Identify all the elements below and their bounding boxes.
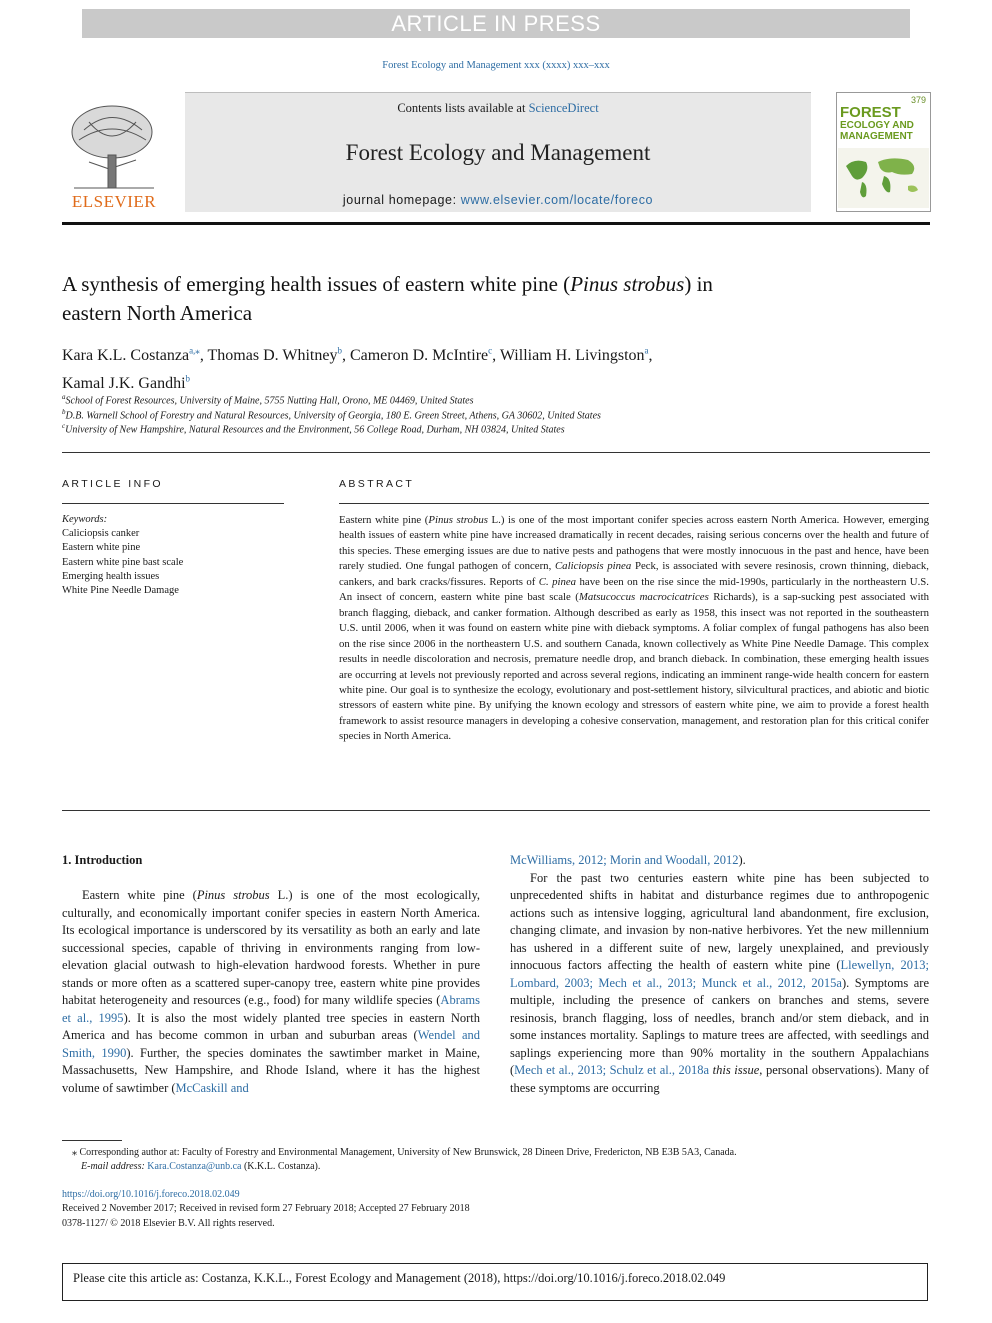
citation-link[interactable]: McCaskill and bbox=[175, 1080, 249, 1095]
doi-link[interactable]: https://doi.org/10.1016/j.foreco.2018.02.049 bbox=[62, 1189, 240, 1200]
body-right-column bbox=[510, 852, 929, 1097]
citation-link[interactable]: Mech et al., 2013; Schulz et al., 2018a bbox=[514, 1063, 710, 1077]
elsevier-wordmark: ELSEVIER bbox=[71, 192, 157, 211]
article-info-rule bbox=[62, 503, 284, 504]
keyword: Eastern white pine bast scale bbox=[62, 556, 184, 568]
paragraph bbox=[62, 887, 480, 1097]
footnote-rule bbox=[62, 1140, 122, 1141]
text-run: Peck, is associated with severe resinosis, crown thinning, dieback, cankers, and bark cracks/fissures. Reports of bbox=[339, 560, 929, 588]
author[interactable]: Thomas D. Whitney$^b$, bbox=[207, 346, 350, 365]
abstract-text bbox=[339, 513, 929, 745]
author-affil-marker: b bbox=[185, 373, 191, 384]
keywords-block bbox=[62, 513, 302, 598]
journal-homepage bbox=[185, 193, 811, 207]
keyword: Caliciopsis canker bbox=[62, 528, 140, 540]
keyword: White Pine Needle Damage bbox=[62, 585, 179, 597]
text-run: Eastern white pine ( bbox=[82, 888, 197, 902]
author[interactable]: Kara K.L. Costanza$^{a,⁎}$, bbox=[62, 346, 208, 365]
contents-line bbox=[185, 101, 811, 116]
article-info-heading: ARTICLE INFO bbox=[62, 478, 163, 490]
corresponding-author-note: ⁎ Corresponding author at: Faculty of Forestry and Environmental Management, University of New Brunswick, 28 Dineen Drive, Fredericton, NB E3B 5A3, Canada. bbox=[72, 1147, 737, 1158]
abstract-rule bbox=[339, 503, 929, 504]
homepage-prefix: journal homepage: bbox=[342, 193, 461, 207]
body-left-column bbox=[62, 887, 480, 1097]
received-dates: Received 2 November 2017; Received in revised form 27 February 2018; Accepted 27 February 2018 bbox=[62, 1203, 470, 1214]
italic-text: Matsucoccus macrocicatrices bbox=[578, 591, 709, 604]
citation-link[interactable]: Wendel and Smith, 1990 bbox=[62, 1028, 480, 1060]
text-run: ). Further, the species dominates the sawtimber market in Maine, Massachusetts, New Hampshire, and Rhode Island, where it has the highest volume of sawtimber ( bbox=[62, 1045, 480, 1095]
email-label: E-mail address: bbox=[81, 1161, 148, 1172]
text-run: L.) is one of the most important conifer species across eastern North America. However, emerging health issues of eastern white pine have increased dramatically in recent decades, raising serious concerns over the health and future of this species. These emerging issues are due to native pests and pathogens that were mostly innocuous in the past and hence, have been rarely studied. One fungal pathogen of concern, bbox=[339, 514, 929, 573]
keywords-label: Keywords: bbox=[62, 514, 108, 525]
author-affil-marker: a bbox=[644, 346, 649, 356]
text-run: Richards), is a sap-sucking pest associated with branch flagging, dieback, and canker formation. Although described as early as 1958, this insect was not reported in the southeastern U.S. until 2006, when it was found on eastern white pine with dieback symptoms. A foliar complex of fungal pathogens has also been on the rise since 2006 in the northeastern U.S. and southern Canada, known collectively as White Pine Needle Damage. This complex results in needle discoloration and necrosis, premature needle drop, and branch dieback. In combination, these emerging health issues are occurring at levels not previously reported and across several regions, indicating an imminent range-wide health concern for eastern white pine. Our goal is to synthesize the ecology, evolutionary and post-settlement history, silvicultural practices, and abiotic and biotic stressors of eastern white pine. By unifying the known ecology and stressors of eastern white pine, we aim to provide a forest health framework to assist resource managers in developing a cohesive conservation, management, and restoration plan for this critical conifer species in North America. bbox=[339, 591, 930, 743]
sciencedirect-link[interactable]: ScienceDirect bbox=[528, 101, 599, 115]
cover-number: 379 bbox=[910, 95, 926, 105]
section-rule bbox=[62, 452, 930, 453]
italic-text: Pinus strobus bbox=[428, 514, 488, 526]
author[interactable]: William H. Livingston$^a$, bbox=[499, 346, 653, 365]
title-line-2: eastern North America bbox=[62, 301, 253, 325]
text-run: For the past two centuries eastern white pine has been subjected to unprecedented shifts in habitat and disturbance regimes due to anthropogenic actions such as intensive logging, agricultural land abandonment, fire exclusion, changing climate, and invasion by non-native herbivores. Yet the new millennium has ushered in a different suite of new, largely unexplained, and previously innocuous factors affecting the health of eastern white pine ( bbox=[510, 870, 929, 972]
world-map-icon bbox=[838, 148, 929, 208]
author-list bbox=[62, 340, 922, 395]
cover-title bbox=[840, 105, 914, 142]
italic-text: Caliciopsis pinea bbox=[554, 560, 632, 573]
citation-box: Please cite this article as: Costanza, K.K.L., Forest Ecology and Management (2018), https://doi.org/10.1016/j.foreco.2018.02.049 bbox=[62, 1263, 928, 1301]
section-rule bbox=[62, 810, 930, 811]
journal-cover[interactable] bbox=[836, 92, 931, 212]
affiliation: $^b$D.B. Warnell School of Forestry and Natural Resources, University of Georgia, 180 E. Green Street, Athens, GA 30602, United States bbox=[62, 408, 601, 422]
paragraph bbox=[510, 852, 929, 870]
citation-link[interactable]: McWilliams, 2012; Morin and Woodall, 2012 bbox=[510, 853, 739, 867]
italic-text: C. pinea bbox=[538, 575, 577, 588]
article-in-press-banner: ARTICLE IN PRESS bbox=[82, 9, 910, 38]
italic-text: this issue bbox=[712, 1063, 760, 1077]
author-affil-marker: b bbox=[337, 346, 342, 356]
affiliation: $^a$School of Forest Resources, University of Maine, 5755 Nutting Hall, Orono, ME 04469, United States bbox=[62, 393, 474, 407]
author[interactable]: Cameron D. McIntire$^c$, bbox=[349, 346, 500, 365]
email-link[interactable]: Kara.Costanza@unb.ca bbox=[147, 1161, 242, 1172]
email-suffix: (K.K.L. Costanza). bbox=[241, 1161, 321, 1172]
author-affil-marker: a,⁎ bbox=[189, 346, 200, 356]
email-note bbox=[81, 1160, 320, 1174]
title-part-2: ) in bbox=[684, 272, 713, 296]
citation-link[interactable]: Llewellyn, 2013; Lombard, 2003; Mech et al., 2013; Munck et al., 2012, 2015a bbox=[510, 958, 929, 990]
text-run: , personal observations). Many of these symptoms are occurring bbox=[510, 1063, 930, 1095]
affiliation: $^c$University of New Hampshire, Natural Resources and the Environment, 56 College Road, Durham, NH 03824, United States bbox=[62, 422, 565, 436]
cover-line-3: MANAGEMENT bbox=[840, 131, 913, 142]
article-title bbox=[62, 270, 902, 328]
paragraph bbox=[510, 870, 929, 1098]
header-rule bbox=[62, 222, 930, 225]
abstract-heading: ABSTRACT bbox=[339, 478, 415, 490]
copyright: 0378-1127/ © 2018 Elsevier B.V. All rights reserved. bbox=[62, 1218, 275, 1229]
journal-reference[interactable]: Forest Ecology and Management xxx (xxxx) xxx–xxx bbox=[382, 60, 610, 71]
keyword: Emerging health issues bbox=[62, 570, 160, 582]
citation-link[interactable]: Abrams et al., 1995 bbox=[62, 993, 480, 1025]
italic-text: Pinus strobus bbox=[196, 888, 270, 902]
author[interactable]: Kamal J.K. Gandhi$^b$ bbox=[62, 373, 191, 392]
text-run: ). Symptoms are multiple, including the presence of cankers on branches and stems, severe resinosis, branch flagging, loss of needles, branch and/or stem dieback, and in some instances mortality. Saplings to mature trees are affected, with seedlings and saplings experiencing more than 90% mortality in the southern Appalachians ( bbox=[510, 975, 929, 1077]
text-run: ). It is also the most widely planted tree species in eastern North America and has become common in urban and suburban areas ( bbox=[62, 1010, 481, 1042]
title-part-1: A synthesis of emerging health issues of eastern white pine ( bbox=[62, 272, 571, 296]
text-run: have been on the rise since the mid-1990s, particularly in the northeastern U.S. An insect of concern, eastern white pine bast scale ( bbox=[339, 575, 929, 604]
homepage-link[interactable]: www.elsevier.com/locate/foreco bbox=[460, 193, 654, 207]
text-run: Eastern white pine ( bbox=[339, 514, 429, 526]
contents-prefix: Contents lists available at bbox=[397, 101, 529, 115]
journal-title: Forest Ecology and Management bbox=[345, 140, 651, 165]
keyword: Eastern white pine bbox=[62, 542, 141, 554]
cover-line-1: FOREST bbox=[840, 104, 901, 121]
intro-heading: 1. Introduction bbox=[62, 853, 143, 867]
text-run: L.) is one of the most ecologically, culturally, and economically important conifer species in eastern North America. Its ecological importance is underscored by its versatility as both an early and late successional species, capable of thriving in environments ranging from low-elevation glacial outwash to high-elevation hardwood forests. Whether in pure stands or more often as a scattered super-canopy tree, eastern white pine provides habitat heterogeneity and resources (e.g., food) for many wildlife species ( bbox=[62, 888, 481, 1007]
elsevier-logo[interactable] bbox=[64, 100, 164, 212]
cover-line-2: ECOLOGY AND bbox=[840, 120, 914, 131]
author-affil-marker: c bbox=[488, 346, 493, 356]
text-run: ). bbox=[738, 853, 746, 867]
title-species: Pinus strobus bbox=[570, 272, 685, 296]
